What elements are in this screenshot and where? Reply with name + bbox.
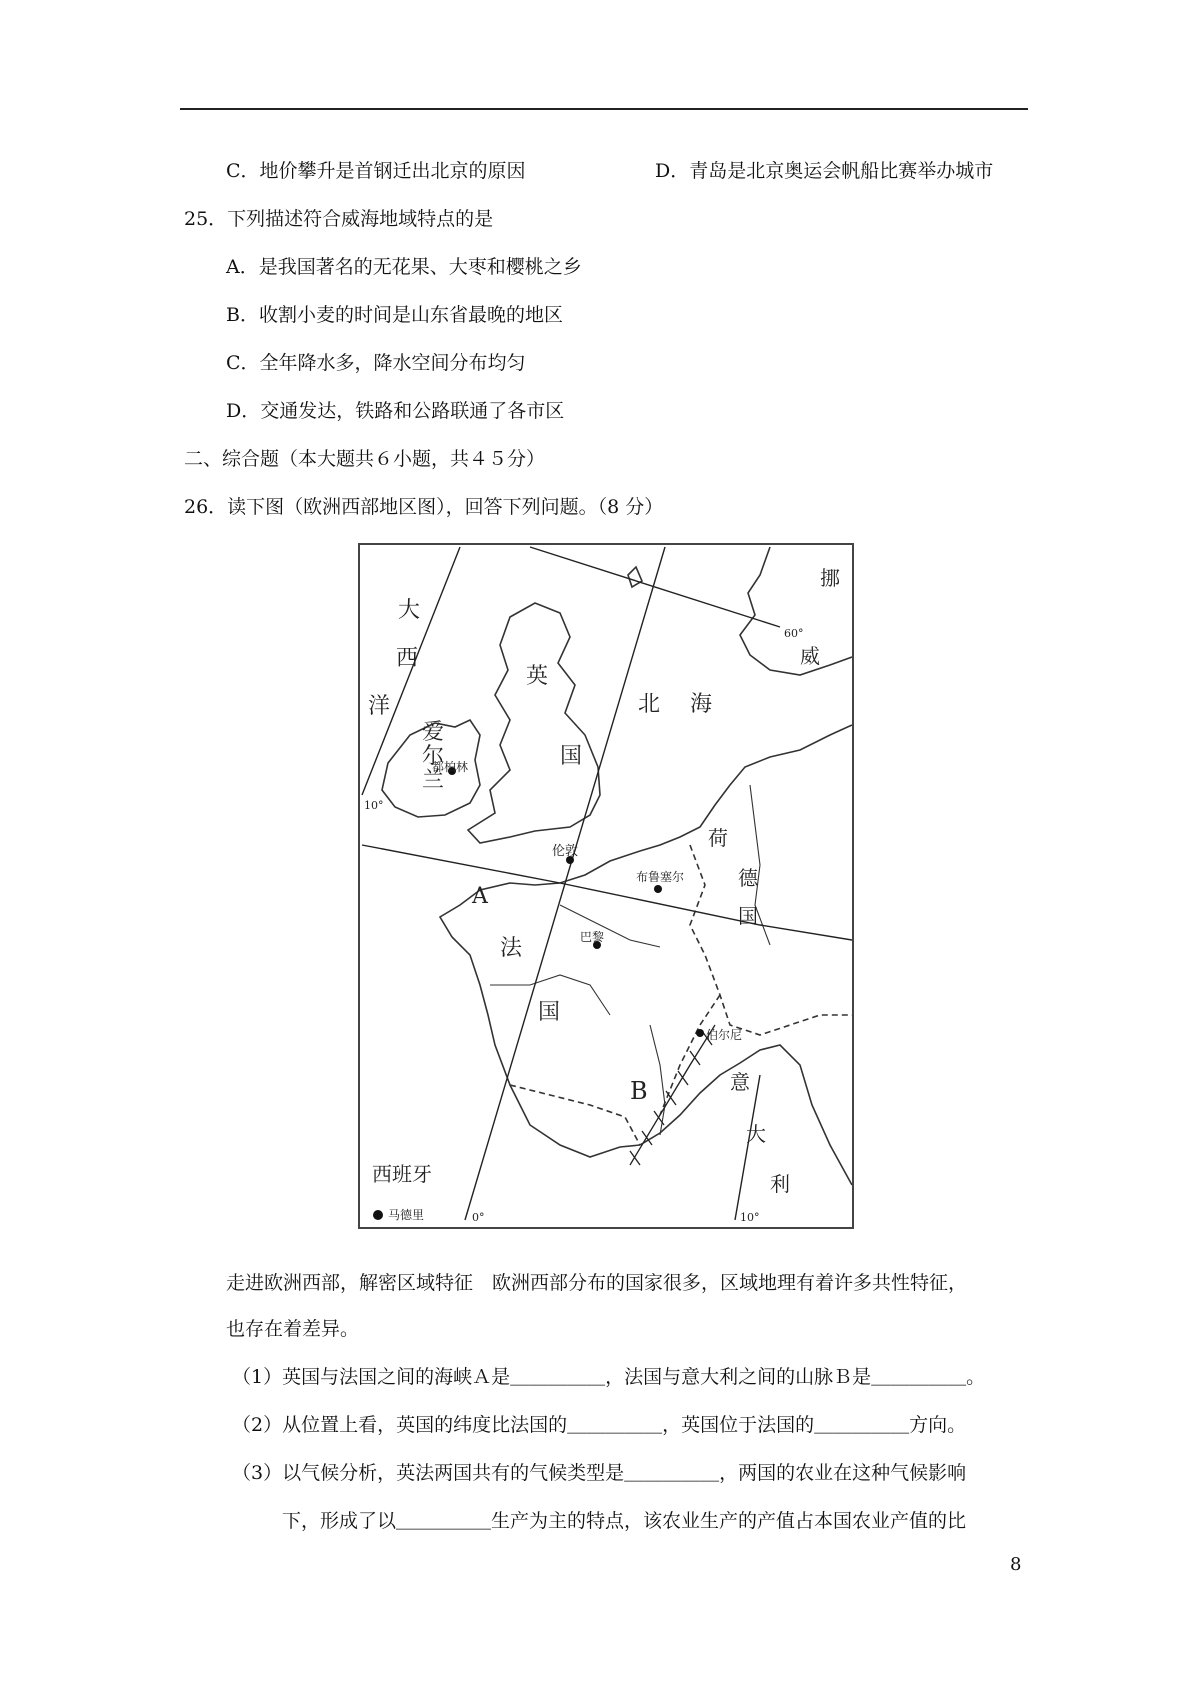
label-france-1: 法 bbox=[500, 936, 523, 961]
mediterranean-coast bbox=[640, 1045, 852, 1185]
label-paris: 巴黎 bbox=[580, 930, 605, 944]
label-lon-0: 0° bbox=[472, 1211, 485, 1224]
label-uk-1: 英 bbox=[526, 664, 549, 689]
label-north-sea-1: 北 bbox=[638, 692, 661, 717]
rhine-border bbox=[690, 845, 852, 1035]
label-north-sea-2: 海 bbox=[690, 692, 713, 717]
label-spain: 西班牙 bbox=[372, 1162, 432, 1186]
label-atlantic-2: 西 bbox=[396, 646, 419, 671]
label-atlantic-1: 大 bbox=[398, 598, 421, 623]
label-italy-3: 利 bbox=[770, 1172, 790, 1196]
option-d: D．青岛是北京奥运会帆船比赛举办城市 bbox=[655, 160, 994, 182]
q26-sub-2: （2）从位置上看，英国的纬度比法国的＿＿＿＿＿，英国位于法国的＿＿＿＿＿方向。 bbox=[232, 1414, 967, 1436]
label-atlantic-3: 洋 bbox=[368, 694, 391, 719]
q26-sub-1: （1）英国与法国之间的海峡Ａ是＿＿＿＿＿，法国与意大利之间的山脉Ｂ是＿＿＿＿＿。 bbox=[232, 1366, 986, 1388]
label-strait-a: A bbox=[472, 884, 488, 909]
section-heading: 二、综合题（本大题共６小题，共４５分） bbox=[184, 448, 546, 470]
western-europe-map bbox=[358, 543, 854, 1229]
label-germany-1: 德 bbox=[738, 866, 758, 890]
label-mountain-b: B bbox=[630, 1077, 648, 1105]
label-lon-10e: 10° bbox=[740, 1211, 760, 1224]
q26-intro-line-1: 走进欧洲西部，解密区域特征 欧洲西部分布的国家很多，区域地理有着许多共性特征， bbox=[226, 1272, 968, 1294]
q25-option-c: C．全年降水多，降水空间分布均匀 bbox=[226, 352, 526, 374]
option-c: C．地价攀升是首钢迁出北京的原因 bbox=[226, 160, 526, 182]
label-london: 伦敦 bbox=[552, 844, 579, 859]
seine-river bbox=[560, 905, 660, 947]
britain-outline bbox=[468, 603, 600, 843]
q26-sub-3-line-2: 下，形成了以＿＿＿＿＿生产为主的特点，该农业生产的产值占本国农业产值的比 bbox=[282, 1510, 967, 1532]
label-norway-1: 挪 bbox=[820, 566, 840, 590]
header-rule bbox=[180, 108, 1028, 110]
question-26-stem: 26．读下图（欧洲西部地区图），回答下列问题。（8 分） bbox=[184, 496, 664, 518]
meridian-10e bbox=[735, 1075, 760, 1220]
label-norway-2: 威 bbox=[800, 644, 820, 668]
q26-sub-3-line-1: （3）以气候分析，英法两国共有的气候类型是＿＿＿＿＿，两国的农业在这种气候影响 bbox=[232, 1462, 967, 1484]
q26-intro-line-2: 也存在着差异。 bbox=[226, 1318, 360, 1340]
label-brussels: 布鲁塞尔 bbox=[636, 870, 685, 884]
alps-border bbox=[660, 995, 720, 1115]
label-germany-2: 国 bbox=[738, 904, 758, 928]
label-italy-1: 意 bbox=[730, 1070, 750, 1094]
q25-option-d: D．交通发达，铁路和公路联通了各市区 bbox=[226, 400, 565, 422]
label-lon-10w: 10° bbox=[364, 799, 384, 812]
label-madrid: 马德里 bbox=[388, 1208, 425, 1222]
parallel-60 bbox=[530, 547, 780, 627]
bern-dot bbox=[696, 1029, 704, 1037]
question-25-stem: 25．下列描述符合威海地域特点的是 bbox=[184, 208, 494, 230]
islands-outline bbox=[628, 567, 642, 587]
label-italy-2: 大 bbox=[746, 1122, 766, 1146]
label-ireland-1: 爱 bbox=[422, 720, 445, 745]
label-france-2: 国 bbox=[538, 1000, 561, 1025]
label-ireland-3: 兰 bbox=[422, 768, 445, 793]
label-ireland-2: 尔 bbox=[422, 744, 445, 769]
spain-border bbox=[510, 1085, 640, 1145]
label-netherlands: 荷 bbox=[708, 826, 728, 850]
meridian-10w bbox=[362, 547, 460, 795]
madrid-dot bbox=[373, 1210, 383, 1220]
label-dublin: 都柏林 bbox=[432, 760, 469, 774]
page-number: 8 bbox=[1010, 1554, 1022, 1575]
brussels-dot bbox=[654, 885, 662, 893]
q25-option-a: A．是我国著名的无花果、大枣和樱桃之乡 bbox=[226, 256, 582, 278]
parallel-50 bbox=[362, 845, 852, 940]
label-lat-60: 60° bbox=[784, 627, 804, 640]
label-uk-2: 国 bbox=[560, 744, 583, 769]
label-bern: 伯尔尼 bbox=[706, 1028, 743, 1042]
q25-option-b: B．收割小麦的时间是山东省最晚的地区 bbox=[226, 304, 563, 326]
